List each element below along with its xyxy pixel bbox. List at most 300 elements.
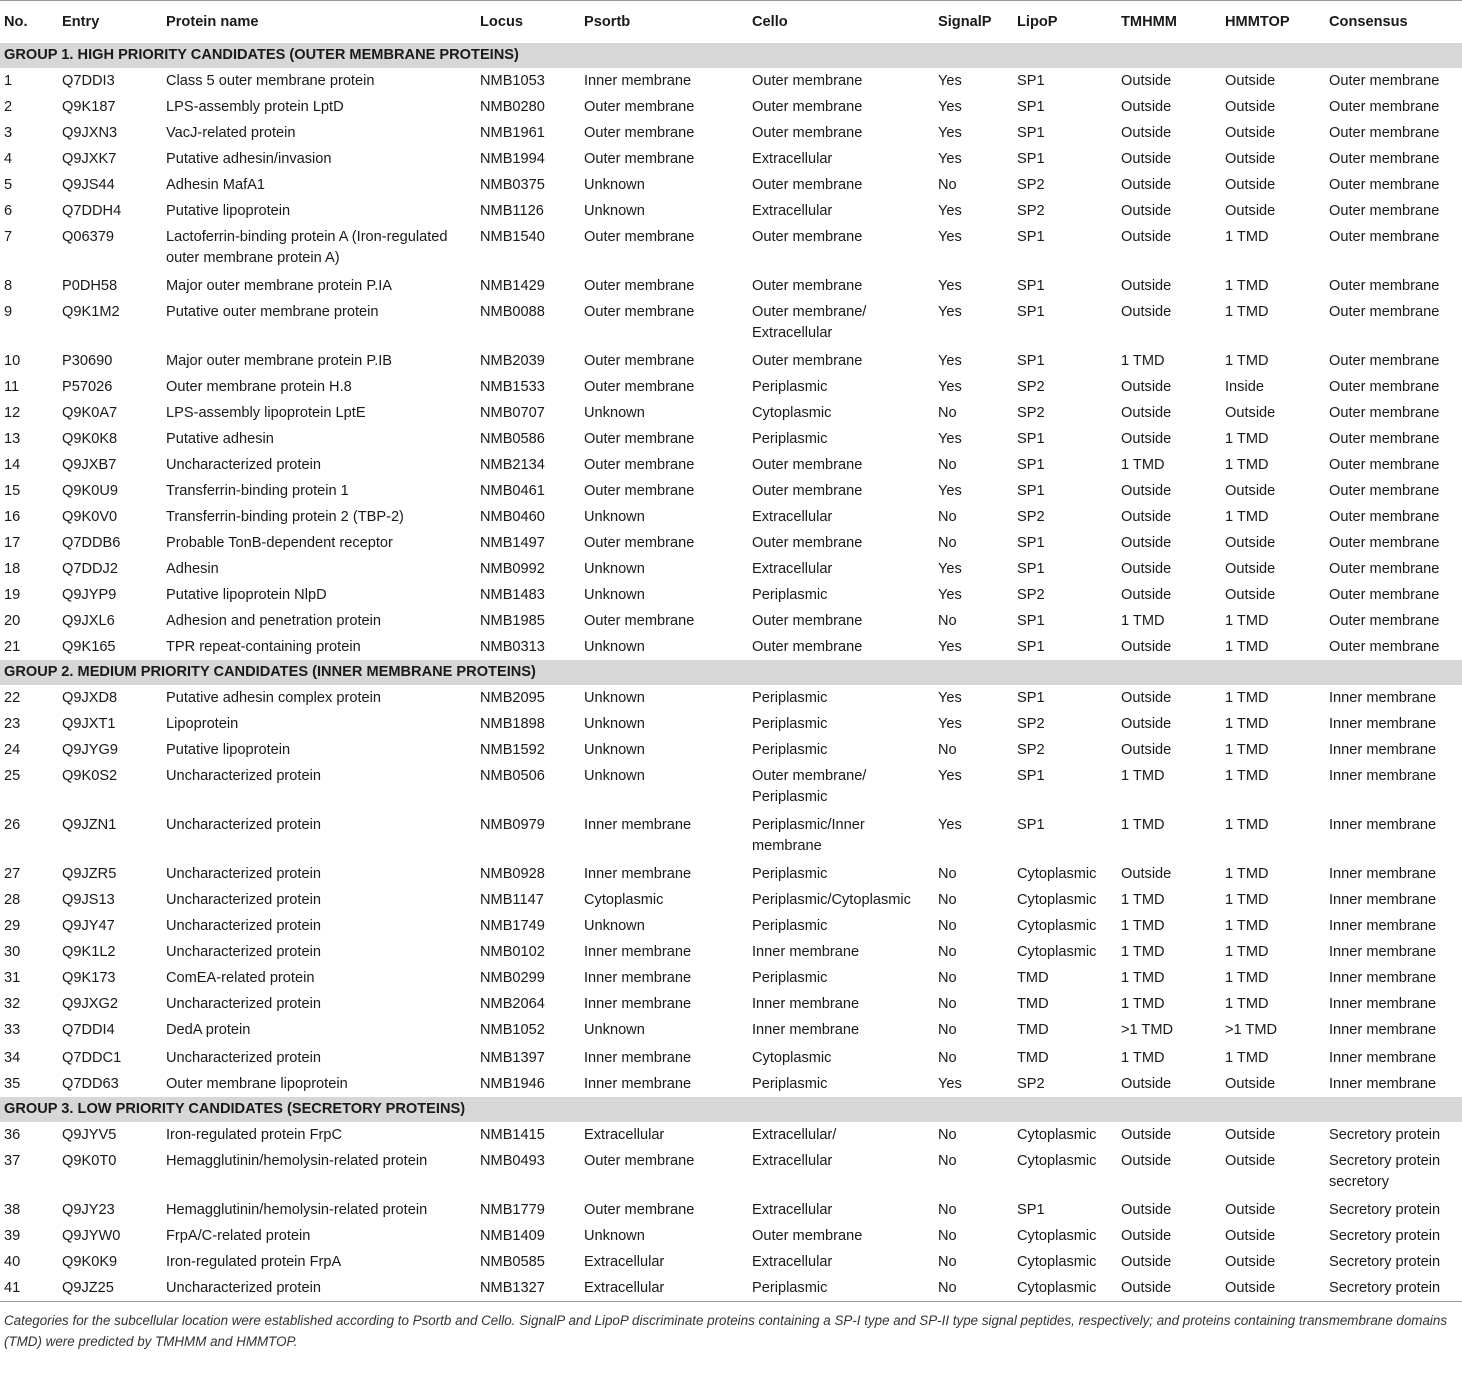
row-number-cell: 5 xyxy=(4,177,13,193)
consensus-cell: Outer membrane xyxy=(1329,509,1440,525)
group-header-row xyxy=(0,38,1462,68)
cello-cell: Cytoplasmic xyxy=(752,405,832,421)
psortb-cell: Outer membrane xyxy=(584,431,695,447)
signalp-cell: Yes xyxy=(938,353,962,369)
psortb-cell: Unknown xyxy=(584,561,645,577)
table-row xyxy=(0,68,1462,94)
hmmtop-cell: Outside xyxy=(1225,561,1276,577)
locus-cell: NMB0102 xyxy=(480,944,545,960)
protein-name-cell: Putative lipoprotein xyxy=(166,203,291,219)
tmhmm-cell: Outside xyxy=(1121,73,1172,89)
tmhmm-cell: Outside xyxy=(1121,1228,1172,1244)
locus-cell: NMB1961 xyxy=(480,125,545,141)
locus-cell: NMB1985 xyxy=(480,613,545,629)
cello-cell: Outer membrane xyxy=(752,535,863,551)
hmmtop-cell: 1 TMD xyxy=(1225,613,1269,629)
entry-id-cell: Q7DDB6 xyxy=(62,535,121,551)
entry-id-cell: Q9JZN1 xyxy=(62,817,117,833)
consensus-cell: Outer membrane xyxy=(1329,203,1440,219)
tmhmm-cell: 1 TMD xyxy=(1121,996,1165,1012)
table-row xyxy=(0,913,1462,939)
tmhmm-cell: Outside xyxy=(1121,690,1172,706)
signalp-cell: No xyxy=(938,1050,957,1066)
column-header: No. xyxy=(4,14,28,30)
signalp-cell: Yes xyxy=(938,483,962,499)
entry-id-cell: Q9K173 xyxy=(62,970,116,986)
hmmtop-cell: Outside xyxy=(1225,1228,1276,1244)
lipop-cell: Cytoplasmic xyxy=(1017,1153,1097,1169)
protein-name-cell: Putative outer membrane protein xyxy=(166,304,379,320)
psortb-cell: Unknown xyxy=(584,587,645,603)
locus-cell: NMB1429 xyxy=(480,278,545,294)
hmmtop-cell: Outside xyxy=(1225,125,1276,141)
cello-cell: Outer membrane xyxy=(752,353,863,369)
hmmtop-cell: 1 TMD xyxy=(1225,716,1269,732)
locus-cell: NMB0088 xyxy=(480,304,545,320)
protein-name-cell: Major outer membrane protein P.IA xyxy=(166,278,393,294)
signalp-cell: Yes xyxy=(938,716,962,732)
signalp-cell: No xyxy=(938,1153,957,1169)
tmhmm-cell: Outside xyxy=(1121,535,1172,551)
signalp-cell: No xyxy=(938,1022,957,1038)
column-header: SignalP xyxy=(938,14,992,30)
row-number-cell: 11 xyxy=(4,379,20,395)
protein-name-cell: Putative adhesin/invasion xyxy=(166,151,332,167)
consensus-cell: Inner membrane xyxy=(1329,690,1437,706)
cello-cell: Periplasmic xyxy=(752,742,828,758)
locus-cell: NMB1533 xyxy=(480,379,545,395)
cello-cell: Extracellular xyxy=(752,1153,833,1169)
consensus-cell: Secretory protein xyxy=(1329,1127,1441,1143)
tmhmm-cell: Outside xyxy=(1121,125,1172,141)
tmhmm-cell: 1 TMD xyxy=(1121,457,1165,473)
lipop-cell: SP1 xyxy=(1017,457,1045,473)
signalp-cell: Yes xyxy=(938,304,962,320)
consensus-cell: Outer membrane xyxy=(1329,639,1440,655)
row-number-cell: 22 xyxy=(4,690,21,706)
protein-name-cell: Uncharacterized protein xyxy=(162,1275,476,1302)
column-header: Locus xyxy=(480,14,523,30)
table-row xyxy=(0,1223,1462,1249)
entry-id-cell: P57026 xyxy=(62,379,113,395)
psortb-cell: Outer membrane xyxy=(584,483,695,499)
consensus-cell: Outer membrane xyxy=(1329,73,1440,89)
lipop-cell: SP2 xyxy=(1017,203,1045,219)
cello-cell: Periplasmic/Cytoplasmic xyxy=(752,892,911,908)
cello-cell: Outer membrane xyxy=(752,1228,863,1244)
consensus-cell: Outer membrane xyxy=(1329,278,1440,294)
row-number-cell: 9 xyxy=(4,304,13,320)
protein-name-cell: DedA protein xyxy=(166,1022,251,1038)
tmhmm-cell: Outside xyxy=(1121,639,1172,655)
psortb-cell: Inner membrane xyxy=(584,866,692,882)
lipop-cell: SP1 xyxy=(1017,690,1045,706)
locus-cell: NMB2064 xyxy=(480,996,545,1012)
tmhmm-cell: Outside xyxy=(1121,99,1172,115)
table-footnote: Categories for the subcellular location were established according to Psortb and Cello. SignalP and LipoP discriminate proteins containing a SP-I type and SP-II type signal peptides, respectively; and proteins containing transmembrane domains (TMD) were predicted by TMHMM and HMMTOP. xyxy=(4,1313,1448,1349)
consensus-cell: Inner membrane xyxy=(1329,866,1437,882)
lipop-cell: TMD xyxy=(1017,996,1049,1012)
entry-id-cell: Q9K0T0 xyxy=(62,1153,117,1169)
psortb-cell: Unknown xyxy=(584,716,645,732)
psortb-cell: Inner membrane xyxy=(584,73,692,89)
lipop-cell: SP2 xyxy=(1017,1076,1045,1092)
hmmtop-cell: 1 TMD xyxy=(1225,768,1269,784)
tmhmm-cell: 1 TMD xyxy=(1121,353,1165,369)
lipop-cell: SP1 xyxy=(1017,73,1045,89)
cello-cell: Periplasmic xyxy=(752,379,828,395)
hmmtop-cell: Outside xyxy=(1225,1076,1276,1092)
table-row xyxy=(0,763,1462,812)
cello-cell: Cytoplasmic xyxy=(752,1050,832,1066)
psortb-cell: Outer membrane xyxy=(584,229,695,245)
tmhmm-cell: Outside xyxy=(1121,483,1172,499)
hmmtop-cell: 1 TMD xyxy=(1225,918,1269,934)
row-number-cell: 33 xyxy=(4,1022,21,1038)
lipop-cell: SP2 xyxy=(1017,177,1045,193)
protein-name-cell: Putative adhesin complex protein xyxy=(166,690,381,706)
column-header: LipoP xyxy=(1017,14,1058,30)
lipop-cell: SP1 xyxy=(1017,639,1045,655)
signalp-cell: No xyxy=(934,1275,1013,1302)
cello-cell: Periplasmic xyxy=(752,1076,828,1092)
locus-cell: NMB1946 xyxy=(480,1076,545,1092)
hmmtop-cell: Outside xyxy=(1225,405,1276,421)
consensus-cell: Inner membrane xyxy=(1329,1050,1437,1066)
entry-id-cell: Q9JZ25 xyxy=(58,1275,162,1302)
table-row xyxy=(0,887,1462,913)
table-row xyxy=(0,812,1462,861)
psortb-cell: Unknown xyxy=(584,639,645,655)
row-number-cell: 13 xyxy=(4,431,21,447)
protein-name-cell: LPS-assembly protein LptD xyxy=(166,99,344,115)
locus-cell: NMB0280 xyxy=(480,99,545,115)
table-row xyxy=(0,120,1462,146)
table-row xyxy=(0,1071,1462,1097)
lipop-cell: Cytoplasmic xyxy=(1017,944,1097,960)
cello-cell: Extracellular/ xyxy=(752,1127,837,1143)
consensus-cell: Inner membrane xyxy=(1329,970,1437,986)
psortb-cell: Outer membrane xyxy=(584,304,695,320)
table-row xyxy=(0,1197,1462,1223)
table-row xyxy=(0,582,1462,608)
signalp-cell: Yes xyxy=(938,151,962,167)
column-header: Consensus xyxy=(1329,14,1408,30)
entry-id-cell: Q9JXL6 xyxy=(62,613,115,629)
locus-cell: NMB0313 xyxy=(480,639,545,655)
signalp-cell: No xyxy=(938,177,957,193)
lipop-cell: Cytoplasmic xyxy=(1013,1275,1117,1302)
tmhmm-cell: Outside xyxy=(1121,1127,1172,1143)
signalp-cell: Yes xyxy=(938,229,962,245)
row-number-cell: 35 xyxy=(4,1076,21,1092)
row-number-cell: 19 xyxy=(4,587,21,603)
protein-name-cell: Uncharacterized protein xyxy=(166,768,321,784)
lipop-cell: SP1 xyxy=(1017,561,1045,577)
row-number-cell: 30 xyxy=(4,944,21,960)
signalp-cell: No xyxy=(938,742,957,758)
protein-name-cell: Iron-regulated protein FrpC xyxy=(166,1127,343,1143)
protein-name-cell: Lactoferrin-binding protein A (Iron-regulated outer membrane protein A) xyxy=(166,229,448,266)
row-number-cell: 23 xyxy=(4,716,21,732)
entry-id-cell: Q9K165 xyxy=(62,639,116,655)
consensus-cell: Inner membrane xyxy=(1329,742,1437,758)
locus-cell: NMB1126 xyxy=(480,203,544,219)
signalp-cell: No xyxy=(938,405,957,421)
hmmtop-cell: 1 TMD xyxy=(1225,229,1269,245)
psortb-cell: Unknown xyxy=(584,203,645,219)
signalp-cell: No xyxy=(938,613,957,629)
cello-cell: Periplasmic xyxy=(752,970,828,986)
consensus-cell: Outer membrane xyxy=(1329,151,1440,167)
consensus-cell: Outer membrane xyxy=(1329,99,1440,115)
locus-cell: NMB0707 xyxy=(480,405,545,421)
signalp-cell: Yes xyxy=(938,690,962,706)
table-row xyxy=(0,530,1462,556)
locus-cell: NMB1540 xyxy=(480,229,545,245)
entry-id-cell: Q7DDC1 xyxy=(62,1050,122,1066)
protein-name-cell: Putative lipoprotein xyxy=(166,742,291,758)
row-number-cell: 36 xyxy=(4,1127,21,1143)
psortb-cell: Extracellular xyxy=(584,1127,665,1143)
row-number-cell: 29 xyxy=(4,918,21,934)
consensus-cell: Inner membrane xyxy=(1329,996,1437,1012)
entry-id-cell: Q9JXN3 xyxy=(62,125,118,141)
column-header: HMMTOP xyxy=(1225,14,1290,30)
table-row xyxy=(0,273,1462,299)
hmmtop-cell: 1 TMD xyxy=(1225,892,1269,908)
cello-cell: Outer membrane/ Extracellular xyxy=(752,304,867,341)
protein-name-cell: Uncharacterized protein xyxy=(166,817,321,833)
protein-name-cell: Hemagglutinin/hemolysin-related protein xyxy=(166,1153,428,1169)
locus-cell: NMB1409 xyxy=(480,1228,545,1244)
column-header: Entry xyxy=(62,14,100,30)
locus-cell: NMB1052 xyxy=(480,1022,545,1038)
tmhmm-cell: Outside xyxy=(1121,587,1172,603)
locus-cell: NMB1749 xyxy=(480,918,545,934)
hmmtop-cell: Outside xyxy=(1225,177,1276,193)
consensus-cell: Outer membrane xyxy=(1329,229,1440,245)
signalp-cell: Yes xyxy=(938,73,962,89)
protein-name-cell: Uncharacterized protein xyxy=(166,996,321,1012)
tmhmm-cell: 1 TMD xyxy=(1121,944,1165,960)
hmmtop-cell: 1 TMD xyxy=(1225,1050,1269,1066)
protein-name-cell: Outer membrane lipoprotein xyxy=(166,1076,348,1092)
row-number-cell: 3 xyxy=(4,125,13,141)
row-number-cell: 16 xyxy=(4,509,21,525)
psortb-cell: Extracellular xyxy=(584,1254,665,1270)
row-number-cell: 37 xyxy=(4,1153,21,1169)
lipop-cell: SP1 xyxy=(1017,535,1045,551)
entry-id-cell: Q9JXD8 xyxy=(62,690,118,706)
cello-cell: Periplasmic xyxy=(752,918,828,934)
table-row xyxy=(0,224,1462,273)
lipop-cell: SP1 xyxy=(1017,431,1045,447)
protein-name-cell: Uncharacterized protein xyxy=(166,892,321,908)
signalp-cell: Yes xyxy=(938,768,962,784)
tmhmm-cell: 1 TMD xyxy=(1121,918,1165,934)
group-title: GROUP 1. HIGH PRIORITY CANDIDATES (OUTER MEMBRANE PROTEINS) xyxy=(0,38,1462,68)
lipop-cell: SP1 xyxy=(1017,1202,1045,1218)
row-number-cell: 31 xyxy=(4,970,21,986)
hmmtop-cell: 1 TMD xyxy=(1225,817,1269,833)
consensus-cell: Outer membrane xyxy=(1329,483,1440,499)
row-number-cell: 26 xyxy=(4,817,21,833)
cello-cell: Outer membrane xyxy=(752,177,863,193)
lipop-cell: SP1 xyxy=(1017,125,1045,141)
psortb-cell: Unknown xyxy=(584,918,645,934)
psortb-cell: Outer membrane xyxy=(584,457,695,473)
hmmtop-cell: 1 TMD xyxy=(1225,457,1269,473)
psortb-cell: Inner membrane xyxy=(584,1076,692,1092)
signalp-cell: Yes xyxy=(938,431,962,447)
hmmtop-cell: 1 TMD xyxy=(1225,866,1269,882)
row-number-cell: 6 xyxy=(4,203,13,219)
consensus-cell: Inner membrane xyxy=(1329,768,1437,784)
entry-id-cell: Q9JZR5 xyxy=(62,866,117,882)
row-number-cell: 28 xyxy=(4,892,21,908)
consensus-cell: Secretory protein xyxy=(1325,1275,1462,1302)
column-header: Protein name xyxy=(166,14,259,30)
row-number-cell: 18 xyxy=(4,561,21,577)
psortb-cell: Inner membrane xyxy=(584,996,692,1012)
lipop-cell: SP1 xyxy=(1017,151,1045,167)
hmmtop-cell: Inside xyxy=(1225,379,1264,395)
consensus-cell: Outer membrane xyxy=(1329,587,1440,603)
lipop-cell: SP1 xyxy=(1017,483,1045,499)
lipop-cell: Cytoplasmic xyxy=(1017,918,1097,934)
locus-cell: NMB1592 xyxy=(480,742,545,758)
table-row xyxy=(0,426,1462,452)
protein-name-cell: Adhesin xyxy=(166,561,219,577)
group-header-row xyxy=(0,1097,1462,1122)
cello-cell: Extracellular xyxy=(752,1254,833,1270)
cello-cell: Outer membrane xyxy=(752,639,863,655)
psortb-cell: Outer membrane xyxy=(584,1153,695,1169)
locus-cell: NMB0506 xyxy=(480,768,545,784)
lipop-cell: SP2 xyxy=(1017,405,1045,421)
lipop-cell: SP1 xyxy=(1017,353,1045,369)
protein-name-cell: Adhesion and penetration protein xyxy=(166,613,382,629)
consensus-cell: Secretory protein secretory xyxy=(1329,1153,1441,1190)
protein-name-cell: Putative adhesin xyxy=(166,431,274,447)
entry-id-cell: Q7DD63 xyxy=(62,1076,119,1092)
entry-id-cell: Q9K1M2 xyxy=(62,304,120,320)
table-row xyxy=(0,172,1462,198)
entry-id-cell: Q9K0S2 xyxy=(62,768,118,784)
hmmtop-cell: Outside xyxy=(1225,1127,1276,1143)
lipop-cell: Cytoplasmic xyxy=(1017,1127,1097,1143)
table-row xyxy=(0,634,1462,660)
consensus-cell: Inner membrane xyxy=(1329,716,1437,732)
group-title: GROUP 2. MEDIUM PRIORITY CANDIDATES (INNER MEMBRANE PROTEINS) xyxy=(0,660,1462,685)
table-row xyxy=(0,478,1462,504)
entry-id-cell: Q9K0K9 xyxy=(62,1254,118,1270)
protein-name-cell: LPS-assembly lipoprotein LptE xyxy=(166,405,366,421)
lipop-cell: SP1 xyxy=(1017,304,1045,320)
locus-cell: NMB2134 xyxy=(480,457,545,473)
tmhmm-cell: Outside xyxy=(1121,278,1172,294)
table-row xyxy=(0,685,1462,711)
locus-cell: NMB0299 xyxy=(480,970,545,986)
tmhmm-cell: Outside xyxy=(1121,561,1172,577)
consensus-cell: Outer membrane xyxy=(1329,304,1440,320)
consensus-cell: Outer membrane xyxy=(1329,353,1440,369)
signalp-cell: No xyxy=(938,892,957,908)
row-number-cell: 10 xyxy=(4,353,21,369)
table-row xyxy=(0,374,1462,400)
entry-id-cell: Q9JS13 xyxy=(62,892,115,908)
tmhmm-cell: Outside xyxy=(1117,1275,1221,1302)
locus-cell: NMB0461 xyxy=(480,483,545,499)
table-row xyxy=(0,1148,1462,1197)
entry-id-cell: P30690 xyxy=(62,353,113,369)
row-number-cell: 20 xyxy=(4,613,21,629)
signalp-cell: Yes xyxy=(938,587,962,603)
entry-id-cell: Q9K0K8 xyxy=(62,431,118,447)
signalp-cell: No xyxy=(938,970,957,986)
signalp-cell: No xyxy=(938,996,957,1012)
hmmtop-cell: 1 TMD xyxy=(1225,278,1269,294)
cello-cell: Extracellular xyxy=(752,151,833,167)
row-number-cell: 25 xyxy=(4,768,21,784)
consensus-cell: Outer membrane xyxy=(1329,125,1440,141)
entry-id-cell: Q9JS44 xyxy=(62,177,115,193)
entry-id-cell: Q9K0U9 xyxy=(62,483,118,499)
consensus-cell: Outer membrane xyxy=(1329,379,1440,395)
psortb-cell: Outer membrane xyxy=(584,613,695,629)
tmhmm-cell: 1 TMD xyxy=(1121,768,1165,784)
signalp-cell: Yes xyxy=(938,817,962,833)
hmmtop-cell: 1 TMD xyxy=(1225,690,1269,706)
psortb-cell: Inner membrane xyxy=(584,944,692,960)
protein-name-cell: Uncharacterized protein xyxy=(166,944,321,960)
row-number-cell: 12 xyxy=(4,405,21,421)
row-number-cell: 27 xyxy=(4,866,21,882)
protein-name-cell: ComEA-related protein xyxy=(166,970,315,986)
entry-id-cell: Q9JXG2 xyxy=(62,996,118,1012)
signalp-cell: Yes xyxy=(938,639,962,655)
table-row xyxy=(0,608,1462,634)
locus-cell: NMB0992 xyxy=(480,561,545,577)
tmhmm-cell: Outside xyxy=(1121,1076,1172,1092)
hmmtop-cell: Outside xyxy=(1225,151,1276,167)
signalp-cell: No xyxy=(938,1254,957,1270)
locus-cell: NMB1497 xyxy=(480,535,545,551)
hmmtop-cell: 1 TMD xyxy=(1225,431,1269,447)
entry-id-cell: Q9K0V0 xyxy=(62,509,118,525)
column-header: Cello xyxy=(752,14,788,30)
signalp-cell: No xyxy=(938,944,957,960)
tmhmm-cell: Outside xyxy=(1121,405,1172,421)
signalp-cell: Yes xyxy=(938,278,962,294)
row-number-cell: 38 xyxy=(4,1202,21,1218)
hmmtop-cell: 1 TMD xyxy=(1225,509,1269,525)
signalp-cell: Yes xyxy=(938,561,962,577)
consensus-cell: Inner membrane xyxy=(1329,1076,1437,1092)
hmmtop-cell: 1 TMD xyxy=(1225,996,1269,1012)
hmmtop-cell: Outside xyxy=(1225,483,1276,499)
protein-name-cell: Adhesin MafA1 xyxy=(166,177,265,193)
locus-cell: NMB1147 xyxy=(480,892,544,908)
cello-cell: Extracellular xyxy=(752,203,833,219)
signalp-cell: Yes xyxy=(938,379,962,395)
table-row xyxy=(0,556,1462,582)
locus-cell: NMB1483 xyxy=(480,587,545,603)
tmhmm-cell: Outside xyxy=(1121,151,1172,167)
table-row xyxy=(0,94,1462,120)
locus-cell: NMB1994 xyxy=(480,151,545,167)
